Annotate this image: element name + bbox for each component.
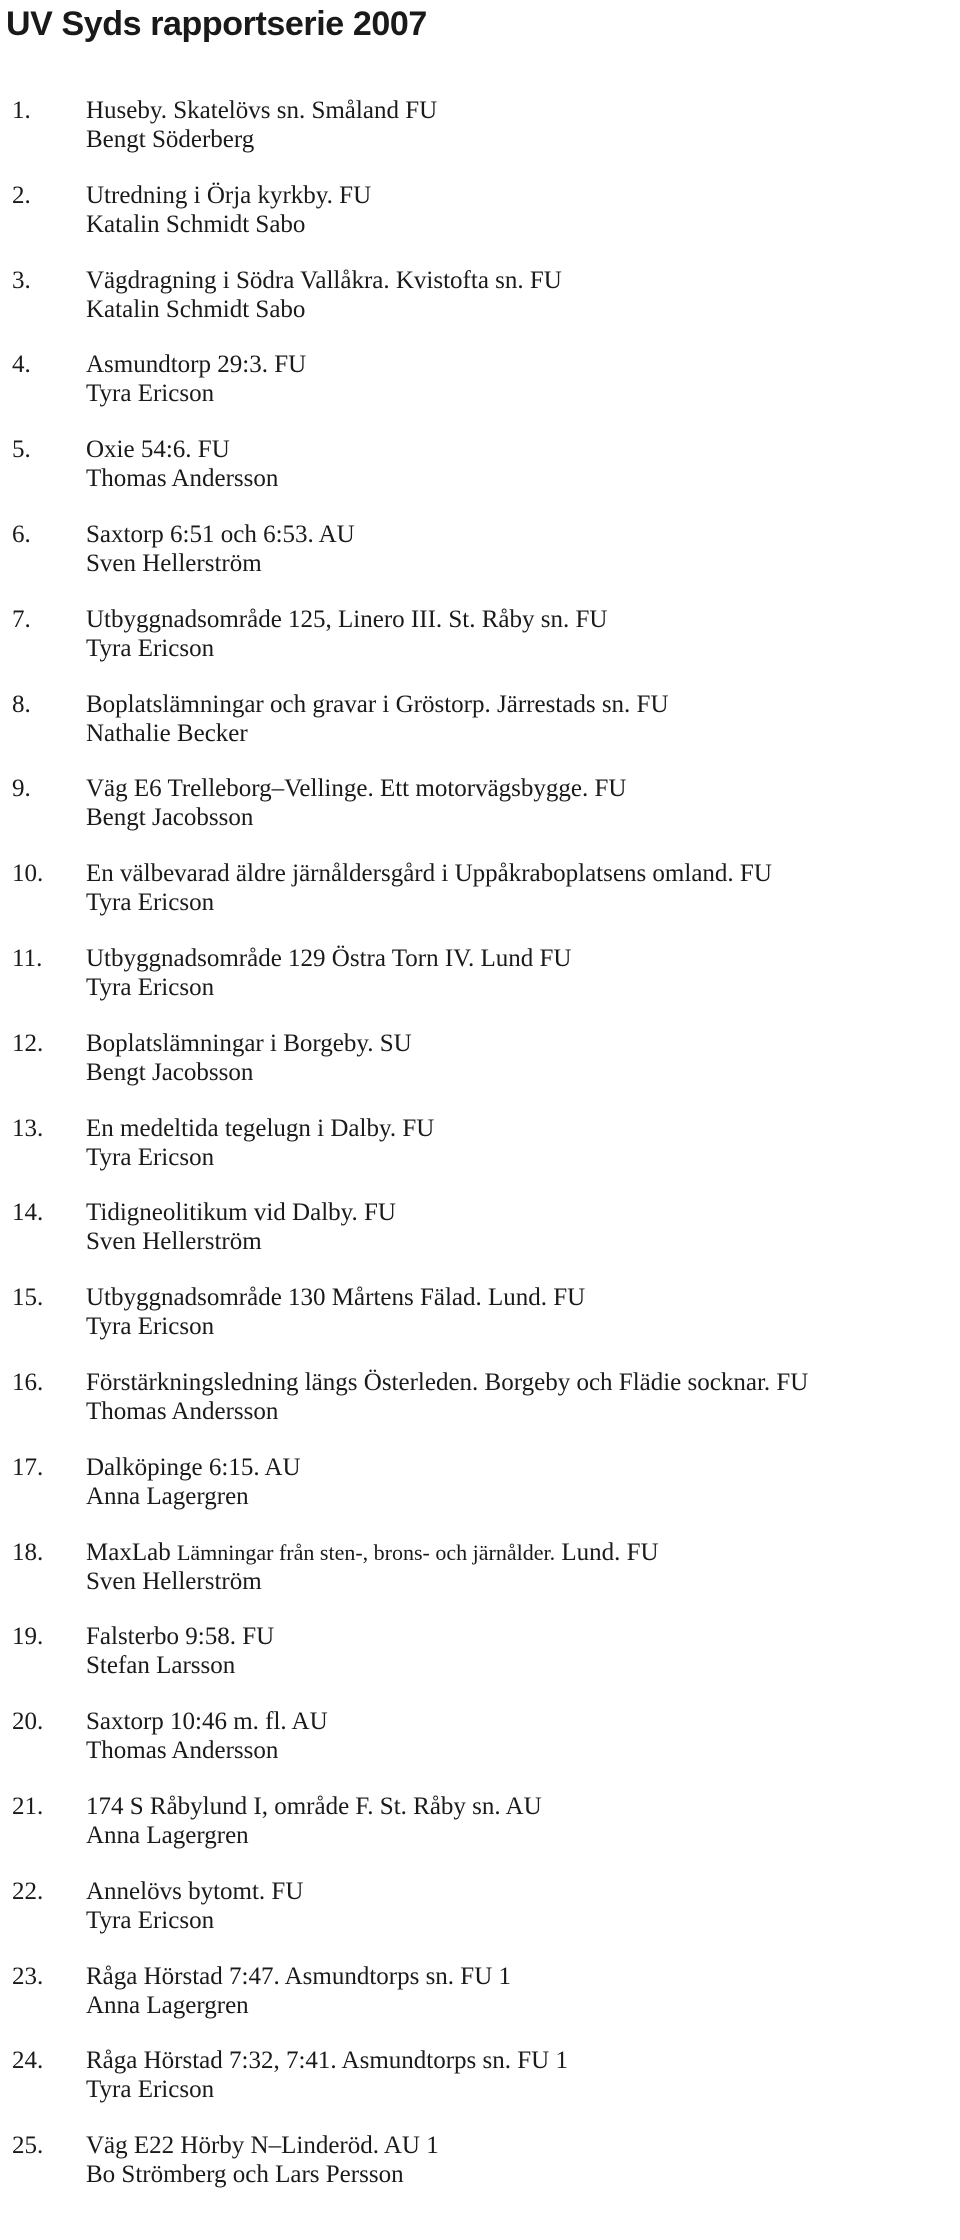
item-author: Bengt Jacobsson — [86, 1058, 254, 1086]
list-item — [0, 435, 960, 520]
list-item — [0, 605, 960, 690]
list-item — [0, 350, 960, 435]
item-author: Bengt Jacobsson — [86, 804, 254, 832]
item-number: 10. — [12, 860, 44, 888]
item-author: Anna Lagergren — [86, 1991, 249, 2019]
item-number: 22. — [12, 1877, 44, 1905]
item-title-part: Lund. FU — [561, 1538, 659, 1566]
item-author: Thomas Andersson — [86, 1397, 279, 1425]
item-title: Förstärkningsledning längs Österleden. Borgeby och Flädie socknar. FU — [86, 1368, 809, 1396]
item-number: 4. — [12, 351, 31, 379]
item-author: Nathalie Becker — [86, 719, 248, 747]
item-author: Tyra Ericson — [86, 1143, 215, 1171]
item-number: 15. — [12, 1284, 44, 1312]
item-title: Utbyggnadsområde 129 Östra Torn IV. Lund FU — [86, 944, 572, 972]
page-title: UV Syds rapportserie 2007 — [6, 5, 427, 43]
item-title: Väg E6 Trelleborg–Vellinge. Ett motorvägsbygge. FU — [86, 775, 627, 803]
item-number: 18. — [12, 1538, 44, 1566]
item-author: Katalin Schmidt Sabo — [86, 295, 306, 323]
report-list — [0, 96, 960, 2216]
item-author: Tyra Ericson — [86, 1906, 215, 1934]
item-title: Råga Hörstad 7:32, 7:41. Asmundtorps sn. FU 1 — [86, 2047, 568, 2075]
item-author: Anna Lagergren — [86, 1821, 249, 1849]
item-number: 25. — [12, 2132, 44, 2160]
item-author: Tyra Ericson — [86, 1313, 215, 1341]
item-author: Sven Hellerström — [86, 1228, 262, 1256]
item-number: 21. — [12, 1792, 44, 1820]
item-title: En välbevarad äldre järnåldersgård i Uppåkraboplatsens omland. FU — [86, 860, 772, 888]
item-author: Anna Lagergren — [86, 1482, 249, 1510]
item-title: Råga Hörstad 7:47. Asmundtorps sn. FU 1 — [86, 1962, 511, 1990]
item-author: Bengt Söderberg — [86, 126, 255, 153]
item-author: Stefan Larsson — [86, 1652, 236, 1680]
item-title: Utbyggnadsområde 125, Linero III. St. Råby sn. FU — [86, 605, 608, 633]
item-number: 5. — [12, 436, 31, 464]
item-title: Dalköpinge 6:15. AU — [86, 1453, 301, 1481]
list-item — [0, 1283, 960, 1368]
list-item — [0, 774, 960, 859]
item-title: 174 S Råbylund I, område F. St. Råby sn. AU — [86, 1792, 542, 1820]
item-number: 17. — [12, 1453, 44, 1481]
item-author: Tyra Ericson — [86, 380, 215, 408]
list-item — [0, 266, 960, 351]
item-title: Falsterbo 9:58. FU — [86, 1623, 275, 1651]
item-author: Tyra Ericson — [86, 973, 215, 1001]
list-item — [0, 181, 960, 266]
item-number: 8. — [12, 690, 31, 718]
list-item — [0, 1368, 960, 1453]
item-title: Utredning i Örja kyrkby. FU — [86, 181, 372, 209]
item-author: Tyra Ericson — [86, 634, 215, 662]
item-author: Tyra Ericson — [86, 2076, 215, 2104]
list-item — [0, 1962, 960, 2047]
item-number: 2. — [12, 181, 31, 209]
item-title-small-part: Lämningar från sten-, brons- och järnålder. — [176, 1539, 556, 1565]
list-item — [0, 1707, 960, 1792]
list-item — [0, 1538, 960, 1623]
item-title: Asmundtorp 29:3. FU — [86, 351, 307, 379]
item-number: 13. — [12, 1114, 44, 1142]
list-item — [0, 1622, 960, 1707]
item-number: 20. — [12, 1708, 44, 1736]
list-item — [0, 859, 960, 944]
list-item — [0, 1453, 960, 1538]
list-item — [0, 2131, 960, 2216]
item-author: Thomas Andersson — [86, 1737, 279, 1765]
item-number: 16. — [12, 1368, 44, 1396]
item-author: Sven Hellerström — [86, 1567, 262, 1595]
list-item — [0, 690, 960, 775]
list-item — [0, 1792, 960, 1877]
item-number: 23. — [12, 1962, 44, 1990]
item-author: Bo Strömberg och Lars Persson — [86, 2161, 404, 2189]
item-title — [86, 1538, 659, 1568]
item-title: Saxtorp 6:51 och 6:53. AU — [86, 520, 355, 548]
item-number: 9. — [12, 775, 31, 803]
list-item — [0, 1198, 960, 1283]
item-title: Saxtorp 10:46 m. fl. AU — [86, 1708, 328, 1736]
list-item — [0, 1114, 960, 1199]
item-title: Huseby. Skatelövs sn. Småland FU — [86, 97, 438, 124]
item-number: 11. — [12, 944, 43, 972]
item-author: Tyra Ericson — [86, 889, 215, 917]
item-author: Thomas Andersson — [86, 465, 279, 493]
list-item — [0, 944, 960, 1029]
list-item — [0, 1029, 960, 1114]
item-author: Katalin Schmidt Sabo — [86, 210, 306, 238]
item-title: Vägdragning i Södra Vallåkra. Kvistofta sn. FU — [86, 266, 562, 294]
item-title: Oxie 54:6. FU — [86, 436, 230, 464]
item-author: Sven Hellerström — [86, 549, 262, 577]
item-number: 3. — [12, 266, 31, 294]
item-number: 14. — [12, 1199, 44, 1227]
item-title-part: MaxLab — [86, 1538, 171, 1566]
item-title: Annelövs bytomt. FU — [86, 1877, 304, 1905]
list-item — [0, 1877, 960, 1962]
item-title: En medeltida tegelugn i Dalby. FU — [86, 1114, 435, 1142]
item-number: 1. — [12, 97, 31, 124]
item-number: 7. — [12, 605, 31, 633]
item-title: Väg E22 Hörby N–Linderöd. AU 1 — [86, 2132, 439, 2160]
item-title: Tidigneolitikum vid Dalby. FU — [86, 1199, 396, 1227]
item-number: 12. — [12, 1029, 44, 1057]
item-title: Utbyggnadsområde 130 Mårtens Fälad. Lund. FU — [86, 1284, 586, 1312]
item-title: Boplatslämningar och gravar i Gröstorp. Järrestads sn. FU — [86, 690, 669, 718]
item-number: 24. — [12, 2047, 44, 2075]
list-item — [0, 2046, 960, 2131]
list-item — [0, 96, 960, 181]
item-number: 19. — [12, 1623, 44, 1651]
item-title: Boplatslämningar i Borgeby. SU — [86, 1029, 412, 1057]
item-number: 6. — [12, 520, 31, 548]
list-item — [0, 520, 960, 605]
